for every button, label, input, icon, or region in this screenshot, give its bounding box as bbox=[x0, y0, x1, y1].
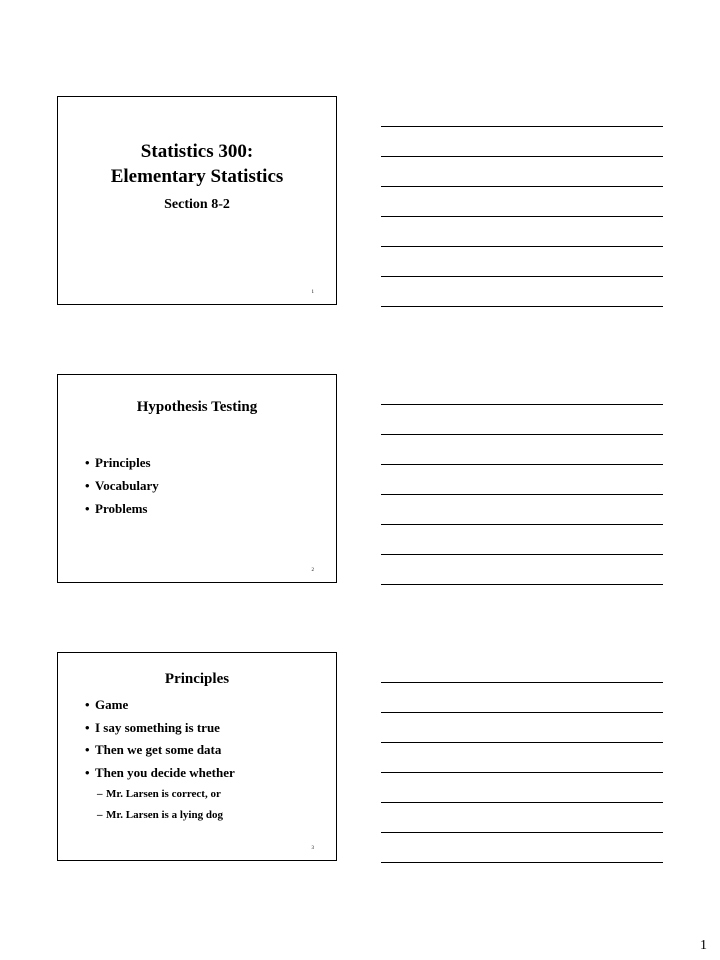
dash-icon: – bbox=[97, 788, 103, 800]
bullet-icon: • bbox=[85, 764, 90, 780]
note-line bbox=[381, 802, 663, 803]
note-line bbox=[381, 862, 663, 863]
bullet-item bbox=[85, 497, 159, 520]
bullet-text: Vocabulary bbox=[95, 478, 159, 493]
note-line bbox=[381, 276, 663, 277]
note-line bbox=[381, 494, 663, 495]
slide-title-line-1: Statistics 300: bbox=[140, 141, 254, 162]
slide-thumbnail-3 bbox=[57, 652, 337, 861]
slide-subtitle: Section 8-2 bbox=[164, 197, 230, 212]
bullet-item bbox=[85, 694, 235, 717]
note-line bbox=[381, 306, 663, 307]
slide-title-block bbox=[58, 139, 336, 213]
bullet-item bbox=[85, 739, 235, 762]
sub-bullet-item bbox=[97, 805, 223, 826]
note-line bbox=[381, 126, 663, 127]
bullet-item bbox=[85, 474, 159, 497]
slide-title-line-2: Elementary Statistics bbox=[110, 166, 284, 187]
note-line bbox=[381, 186, 663, 187]
note-line bbox=[381, 246, 663, 247]
note-line bbox=[381, 832, 663, 833]
note-line bbox=[381, 712, 663, 713]
bullet-item bbox=[85, 762, 235, 785]
bullet-text: I say something is true bbox=[95, 719, 220, 735]
bullet-text: Game bbox=[95, 697, 129, 712]
bullet-text: Then you decide whether bbox=[95, 764, 235, 780]
note-line bbox=[381, 524, 663, 525]
note-line bbox=[381, 404, 663, 405]
bullet-icon: • bbox=[85, 478, 90, 493]
bullet-icon: • bbox=[85, 455, 90, 470]
bullet-text: Problems bbox=[95, 501, 148, 516]
slide-thumbnail-1 bbox=[57, 96, 337, 305]
note-line bbox=[381, 584, 663, 585]
slide-heading: Principles bbox=[164, 671, 230, 687]
bullet-icon: • bbox=[85, 501, 90, 516]
bullet-icon: • bbox=[85, 719, 90, 735]
note-line bbox=[381, 464, 663, 465]
bullet-item bbox=[85, 717, 235, 740]
slide-number: 1 bbox=[311, 290, 314, 295]
sub-bullet-list bbox=[97, 784, 223, 826]
slide-number: 2 bbox=[311, 568, 314, 573]
bullet-text: Principles bbox=[95, 455, 151, 470]
bullet-list bbox=[85, 451, 159, 520]
note-line bbox=[381, 156, 663, 157]
note-line bbox=[381, 682, 663, 683]
bullet-list bbox=[85, 694, 235, 784]
sub-bullet-text: Mr. Larsen is correct, or bbox=[106, 788, 221, 800]
note-line bbox=[381, 772, 663, 773]
note-line bbox=[381, 742, 663, 743]
slide-heading: Hypothesis Testing bbox=[136, 399, 258, 415]
note-line bbox=[381, 434, 663, 435]
bullet-icon: • bbox=[85, 742, 90, 757]
bullet-item bbox=[85, 451, 159, 474]
sub-bullet-item bbox=[97, 784, 223, 805]
dash-icon: – bbox=[97, 809, 103, 821]
note-line bbox=[381, 216, 663, 217]
page-number: 1 bbox=[700, 938, 707, 953]
slide-thumbnail-2 bbox=[57, 374, 337, 583]
slide-number: 3 bbox=[311, 846, 314, 851]
bullet-text: Then we get some data bbox=[95, 742, 222, 757]
sub-bullet-text: Mr. Larsen is a lying dog bbox=[106, 809, 223, 821]
note-line bbox=[381, 554, 663, 555]
bullet-icon: • bbox=[85, 697, 90, 712]
